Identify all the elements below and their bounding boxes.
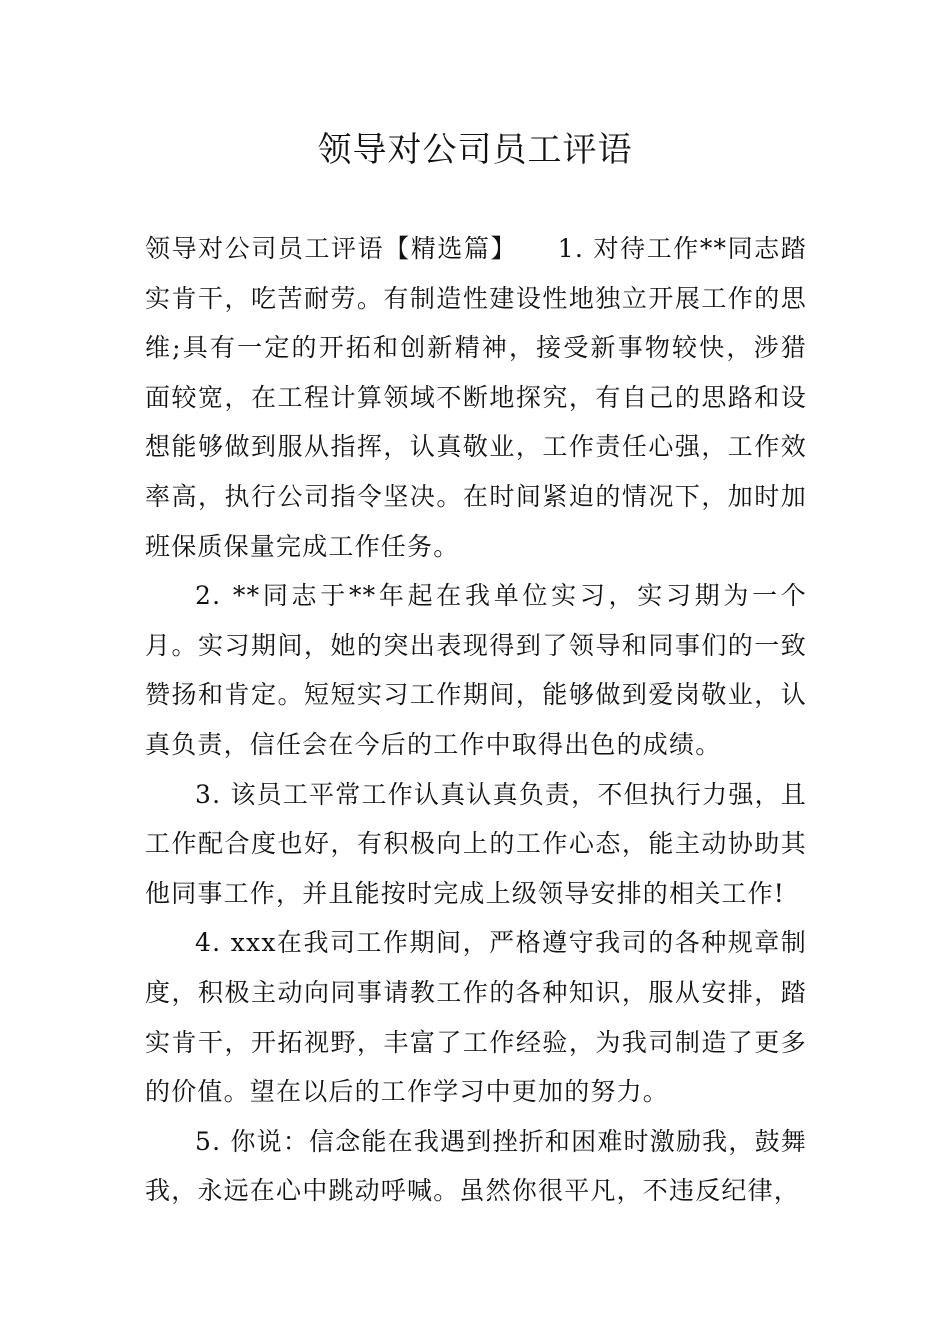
paragraph-item-2: 2. **同志于**年起在我单位实习，实习期为一个月。实习期间，她的突出表现得到了领导和同事们的一致赞扬和肯定。短短实习工作期间，能够做到爱岗敬业，认真负责，信任会在今后的工作中取得出色的成绩。	[145, 581, 807, 759]
paragraph-item-3: 3. 该员工平常工作认真认真负责，不但执行力强，且工作配合度也好，有积极向上的工作心态，能主动协助其他同事工作，并且能按时完成上级领导安排的相关工作!	[145, 779, 807, 908]
paragraph-intro-item-1: 领导对公司员工评语【精选篇】 1. 对待工作**同志踏实肯干，吃苦耐劳。有制造性建设性地独立开展工作的思维;具有一定的开拓和创新精神，接受新事物较快，涉猎面较宽，在工程计算领域不断地探究，有自己的思路和设想能够做到服从指挥，认真敬业，工作责任心强，工作效率高，执行公司指令坚决。在时间紧迫的情况下，加时加班保质保量完成工作任务。	[145, 234, 807, 561]
document-title: 领导对公司员工评语	[317, 130, 633, 170]
paragraph-item-4: 4. xxx在我司工作期间，严格遵守我司的各种规章制度，积极主动向同事请教工作的各种知识，服从安排，踏实肯干，开拓视野，丰富了工作经验，为我司制造了更多的价值。望在以后的工作学习中更加的努力。	[145, 928, 807, 1107]
paragraph-item-5: 5. 你说：信念能在我遇到挫折和困难时激励我，鼓舞我，永远在心中跳动呼喊。虽然你很平凡，不违反纪律，	[145, 1126, 807, 1206]
document-body	[145, 224, 807, 1216]
